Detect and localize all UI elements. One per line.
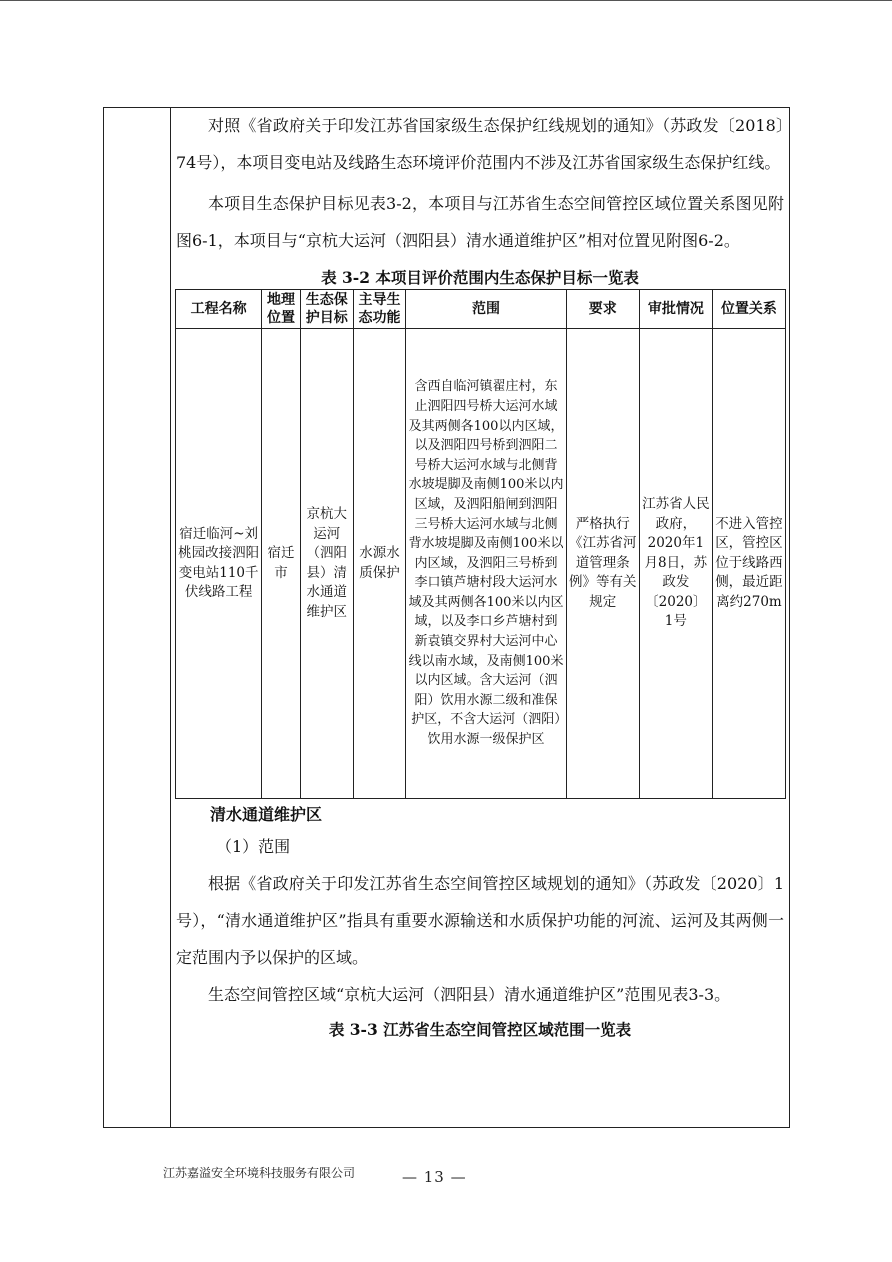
table-3-2-caption: 表 3-2 本项目评价范围内生态保护目标一览表 — [321, 268, 639, 287]
cell-location: 宿迁市 — [262, 329, 301, 799]
header-approval: 审批情况 — [639, 290, 712, 329]
paragraph-red-line: 对照《省政府关于印发江苏省国家级生态保护红线规划的通知》（苏政发〔2018〕74号），本项目变电站及线路生态环境评价范围内不涉及江苏省国家级生态保护红线。 — [176, 116, 784, 172]
content-area — [170, 107, 790, 1041]
table-3-2 — [175, 289, 786, 799]
top-rule — [0, 0, 892, 1]
cell-target: 京杭大运河（泗阳县）清水通道维护区 — [300, 329, 353, 799]
page-number: — 13 — — [402, 1168, 467, 1186]
header-scope: 范围 — [406, 290, 566, 329]
table-header-row — [176, 290, 786, 329]
footer-company: 江苏嘉溢安全环境科技服务有限公司 — [163, 1166, 356, 1180]
cell-project: 宿迁临河~刘桃园改接泗阳变电站110千伏线路工程 — [176, 329, 262, 799]
cell-function: 水源水质保护 — [353, 329, 406, 799]
paragraph-range-reference: 生态空间管控区域“京杭大运河（泗阳县）清水通道维护区”范围见表3-3。 — [208, 985, 731, 1004]
cell-approval: 江苏省人民政府，2020年1月8日，苏政发〔2020〕1号 — [639, 329, 712, 799]
cell-scope: 含西自临河镇翟庄村，东止泗阳四号桥大运河水域及其两侧各100以内区域，以及泗阳四号桥到泗阳二号桥大运河水域与北侧背水坡堤脚及南侧100米以内区域，及泗阳船闸到泗阳三号桥大运河水域与北侧背水坡堤脚及南侧100米以内区域，及泗阳三号桥到李口镇芦塘村段大运河水域及其两侧各100米以内区域，以及李口乡芦塘村到新袁镇交界村大运河中心线以南水域，及南侧100米以内区域。含大运河（泗阳）饮用水源二级和准保护区，不含大运河（泗阳）饮用水源一级保护区 — [406, 329, 566, 799]
header-target: 生态保护目标 — [300, 290, 353, 329]
table-row — [176, 329, 786, 799]
paragraph-protection-targets: 本项目生态保护目标见表3-2，本项目与江苏省生态空间管控区域位置关系图见附图6-1，本项目与“京杭大运河（泗阳县）清水通道维护区”相对位置见附图6-2。 — [176, 194, 784, 250]
section-item-scope: （1）范围 — [216, 837, 291, 856]
cell-requirement: 严格执行《江苏省河道管理条例》等有关规定 — [566, 329, 639, 799]
paragraph-definition: 根据《省政府关于印发江苏省生态空间管控区域规划的通知》（苏政发〔2020〕1号），“清水通道维护区”指具有重要水源输送和水质保护功能的河流、运河及其两侧一定范围内予以保护的区域。 — [176, 874, 784, 967]
header-function: 主导生态功能 — [353, 290, 406, 329]
header-project: 工程名称 — [176, 290, 262, 329]
header-requirement: 要求 — [566, 290, 639, 329]
cell-relation: 不进入管控区，管控区位于线路西侧，最近距离约270m — [712, 329, 785, 799]
header-location: 地理位置 — [262, 290, 301, 329]
section-heading: 清水通道维护区 — [210, 805, 323, 824]
table-3-3-caption: 表 3-3 江苏省生态空间管控区域范围一览表 — [328, 1020, 632, 1039]
header-relation: 位置关系 — [712, 290, 785, 329]
